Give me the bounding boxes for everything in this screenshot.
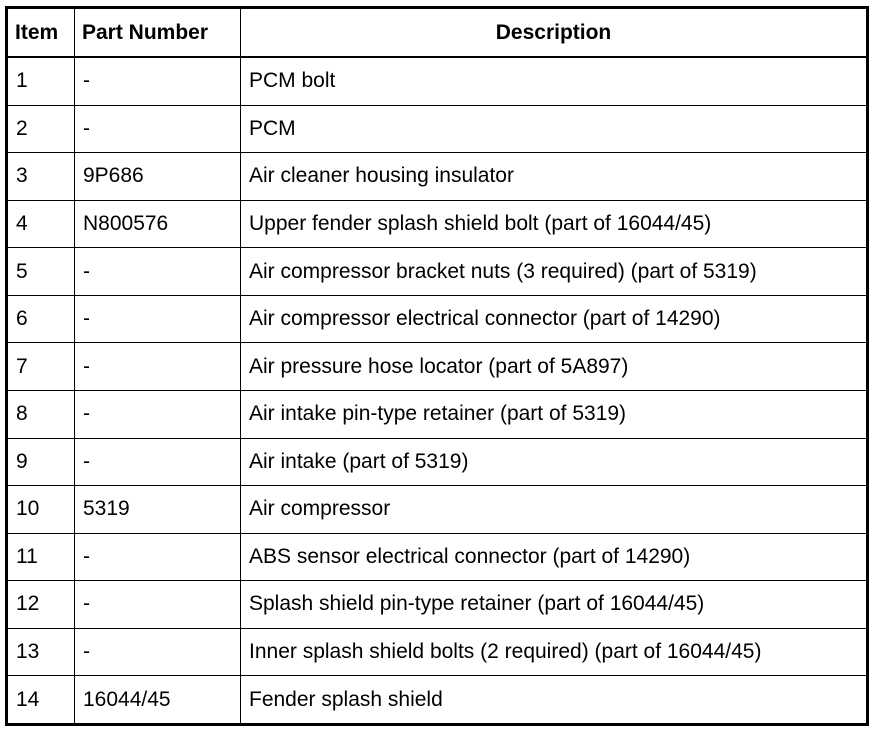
cell-item: 2: [7, 105, 75, 153]
table-row: [7, 343, 868, 391]
cell-item: 4: [7, 200, 75, 248]
cell-item: 3: [7, 153, 75, 201]
cell-part-number: -: [75, 248, 241, 296]
cell-description: PCM bolt: [241, 57, 868, 105]
cell-part-number: -: [75, 533, 241, 581]
cell-part-number: -: [75, 438, 241, 486]
table-header: [7, 8, 868, 58]
table-row: [7, 295, 868, 343]
cell-item: 6: [7, 295, 75, 343]
parts-table: [5, 6, 869, 726]
cell-part-number: -: [75, 57, 241, 105]
cell-item: 1: [7, 57, 75, 105]
table-row: [7, 438, 868, 486]
table-row: [7, 153, 868, 201]
cell-description: Upper fender splash shield bolt (part of 16044/45): [241, 200, 868, 248]
header-part-number: Part Number: [75, 8, 241, 58]
cell-part-number: -: [75, 295, 241, 343]
cell-description: Air intake pin-type retainer (part of 5319): [241, 390, 868, 438]
table-row: [7, 581, 868, 629]
cell-part-number: -: [75, 105, 241, 153]
header-row: [7, 8, 868, 58]
cell-part-number: 9P686: [75, 153, 241, 201]
cell-description: PCM: [241, 105, 868, 153]
table-row: [7, 105, 868, 153]
header-description: Description: [241, 8, 868, 58]
table-row: [7, 628, 868, 676]
cell-item: 14: [7, 676, 75, 725]
cell-item: 12: [7, 581, 75, 629]
cell-part-number: 5319: [75, 486, 241, 534]
cell-part-number: -: [75, 581, 241, 629]
cell-part-number: 16044/45: [75, 676, 241, 725]
cell-item: 13: [7, 628, 75, 676]
cell-description: Inner splash shield bolts (2 required) (part of 16044/45): [241, 628, 868, 676]
cell-item: 7: [7, 343, 75, 391]
cell-part-number: -: [75, 628, 241, 676]
table-row: [7, 676, 868, 725]
header-item: Item: [7, 8, 75, 58]
cell-description: ABS sensor electrical connector (part of 14290): [241, 533, 868, 581]
cell-part-number: N800576: [75, 200, 241, 248]
cell-item: 11: [7, 533, 75, 581]
cell-part-number: -: [75, 343, 241, 391]
cell-item: 5: [7, 248, 75, 296]
table-row: [7, 486, 868, 534]
cell-description: Fender splash shield: [241, 676, 868, 725]
cell-description: Air cleaner housing insulator: [241, 153, 868, 201]
cell-item: 10: [7, 486, 75, 534]
cell-description: Air compressor bracket nuts (3 required) (part of 5319): [241, 248, 868, 296]
cell-description: Air intake (part of 5319): [241, 438, 868, 486]
table-row: [7, 390, 868, 438]
cell-description: Air pressure hose locator (part of 5A897): [241, 343, 868, 391]
cell-description: Air compressor electrical connector (part of 14290): [241, 295, 868, 343]
cell-description: Splash shield pin-type retainer (part of 16044/45): [241, 581, 868, 629]
table-body: [7, 57, 868, 725]
table-row: [7, 248, 868, 296]
cell-item: 9: [7, 438, 75, 486]
table-row: [7, 57, 868, 105]
table-row: [7, 533, 868, 581]
cell-item: 8: [7, 390, 75, 438]
cell-description: Air compressor: [241, 486, 868, 534]
table-row: [7, 200, 868, 248]
cell-part-number: -: [75, 390, 241, 438]
